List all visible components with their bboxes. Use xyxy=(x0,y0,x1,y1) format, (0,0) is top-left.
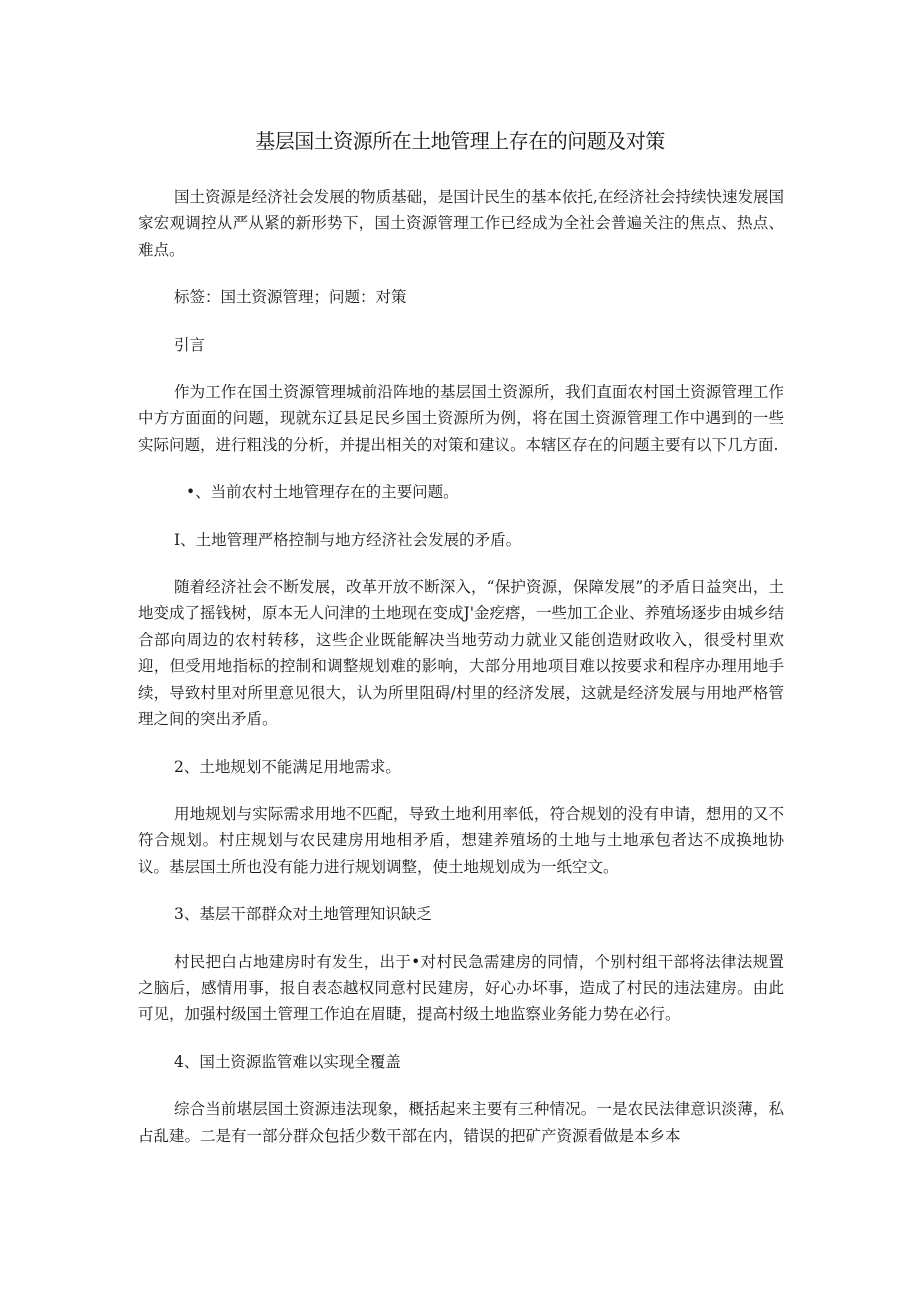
subheading-3: 3、基层干部群众对土地管理知识缺乏 xyxy=(174,905,432,924)
section-heading-main-problems: •、当前农村土地管理存在的主要问题。 xyxy=(186,483,459,502)
paragraph-preface: 作为工作在国土资源管理城前沿阵地的基层国土资源所，我们直面农村国土资源管理工作中方方面面的问题，现就东辽县足民乡国土资源所为例，将在国土资源管理工作中遇到的一些实际问题，进行粗浅的分析，并提出相关的对策和建议。本辖区存在的问题主要有以下几方面. xyxy=(138,383,784,454)
subheading-2: 2、土地规划不能满足用地需求。 xyxy=(174,757,401,776)
paragraph-4: 综合当前堪层国土资源违法现象，概括起来主要有三种情况。一是农民法律意识淡薄，私占乱建。二是有一部分群众包括少数干部在内，错误的把矿产资源看做是本乡本 xyxy=(138,1100,784,1145)
paragraph-preface-heading: 引言 xyxy=(174,335,206,354)
paragraph-intro: 国土资源是经济社会发展的物质基础，是国计民生的基本依托,在经济社会持续快速发展国家宏观调控从严从紧的新形势下，国土资源管理工作已经成为全社会普遍关注的焦点、热点、难点。 xyxy=(138,188,784,259)
paragraph-tags: 标签：国土资源管理；问题：对策 xyxy=(174,288,407,307)
document-title: 基层国土资源所在土地管理上存在的问题及对策 xyxy=(255,129,665,153)
paragraph-1: 随着经济社会不断发展，改革开放不断深入，“保护资源，保障发展”的矛盾日益突出，土地变成了摇钱树，原本无人问津的土地现在变成J'金疙瘩，一些加工企业、养殖场逐步由城乡结合部向周边的农村转移，这些企业既能解决当地劳动力就业又能创造财政收入，很受村里欢迎，但受用地指标的控制和调整规划难的影响，大部分用地项目难以按要求和程序办理用地手续，导致村里对所里意见很大，认为所里阻碍/村里的经济发展，这就是经济发展与用地严格管理之间的突出矛盾。 xyxy=(138,578,784,729)
subheading-1: I、土地管理严格控制与地方经济社会发展的矛盾。 xyxy=(174,530,522,549)
document-body xyxy=(138,184,784,1149)
subheading-4: 4、国土资源监管难以实现全覆盖 xyxy=(174,1052,401,1071)
paragraph-2: 用地规划与实际需求用地不匹配，导致土地利用率低，符合规划的没有申请，想用的又不符合规划。村庄规划与农民建房用地相矛盾，想建养殖场的土地与土地承包者达不成换地协议。基层国土所也没有能力进行规划调整，使土地规划成为一纸空文。 xyxy=(138,804,784,876)
paragraph-3: 村民把白占地建房时有发生，出于•对村民急需建房的同情，个别村组干部将法律法规置之脑后，感情用事，报自表态越权同意村民建房，好心办坏事，造成了村民的违法建房。由此可见，加强村级国土管理工作迫在眉睫，提高村级土地监察业务能力势在必行。 xyxy=(138,952,784,1024)
